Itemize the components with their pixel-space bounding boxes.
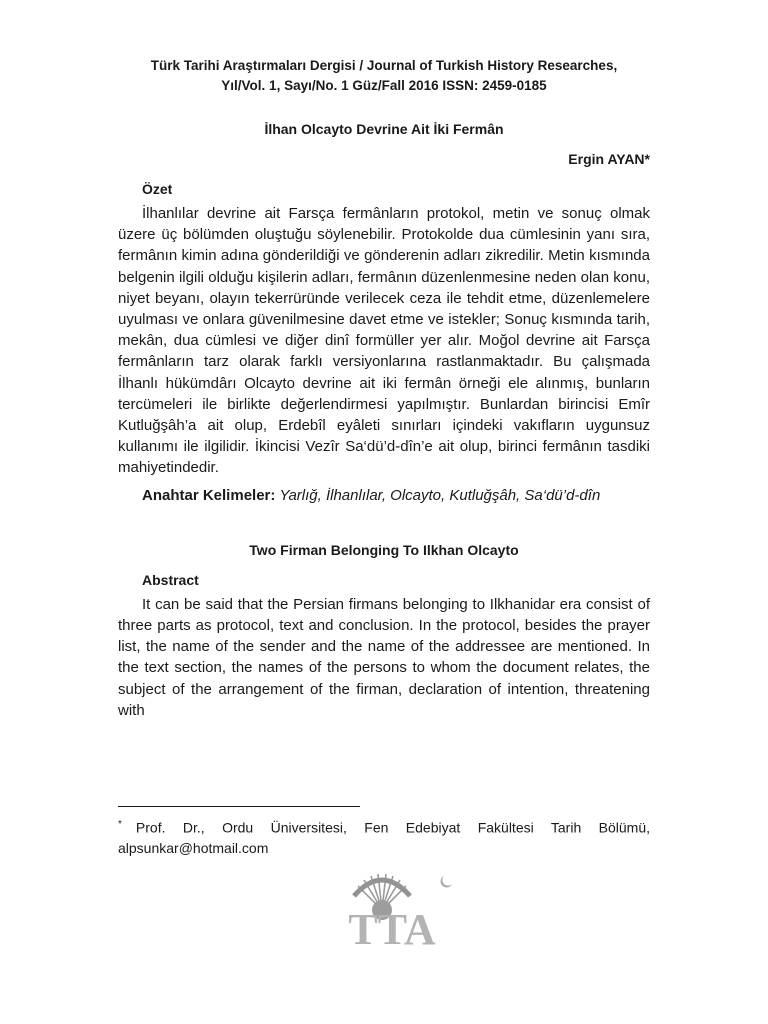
journal-logo-icon — [318, 850, 466, 958]
logo-lettering: TTA — [348, 905, 436, 954]
keywords-terms: Yarlığ, İlhanlılar, Olcayto, Kutluğşâh, Sa‘dü’d-dîn — [279, 486, 601, 504]
article-title-tr: İlhan Olcayto Devrine Ait İki Fermân — [264, 121, 504, 137]
author-name: Ergin AYAN* — [568, 151, 650, 167]
journal-title-line: Türk Tarihi Araştırmaları Dergisi / Journal of Turkish History Researches, — [150, 58, 618, 73]
abstract-heading: Abstract — [142, 571, 199, 588]
footnote-divider — [118, 806, 360, 807]
summary-paragraph: İlhanlılar devrine ait Farsça fermânların protokol, metin ve sonuç olmak üzere üç bölümden oluştuğu söylenebilir. Protokolde dua cümlesinin yanı sıra, fermânın kimin adına gönderildiği ve gönderenin adları zikredilir. Metin kısmında belgenin ilgili olduğu kişilerin adları, fermânın düzenlenmesine neden olan konu, niyet beyanı, olayın tekerrüründe verilecek ceza ile tehdit etme, düzenlemelere uyulması ve onlara güvenilmesine davet etme ve istekler; Sonuç kısmında tarih, mekân, dua cümlesi ve diğer dinî formüller yer alır. Moğol devrine ait Farsça fermânların tarz olarak farklı versiyonlarına rastlanmaktadır. Bu çalışmada İlhanlı hükümdârı Olcayto devrine ait iki fermân örneği ele alınmış, bunların tercümeleri ile birlikte değerlendirmesi yapılmıştır. Bunlardan birincisi Emîr Kutluğşâh’a ait olup, Erdebîl eyâleti sınırları içindeki vakıfların uygunsuz kullanımı ile ilgilidir. İkincisi Vezîr Sa‘dü’d-dîn’e ait olup, birinci fermânın tasdiki mahiyetindedir. — [118, 205, 650, 477]
keywords-label: Anahtar Kelimeler: — [142, 486, 276, 504]
footnote-mark: * — [118, 819, 122, 830]
footnote-text: Prof. Dr., Ordu Üniversitesi, Fen Edebiyat Fakültesi Tarih Bölümü, alpsunkar@hotmail.com — [118, 819, 650, 856]
summary-heading: Özet — [142, 181, 173, 197]
journal-issue-line: Yıl/Vol. 1, Sayı/No. 1 Güz/Fall 2016 ISSN: 2459-0185 — [221, 78, 547, 93]
abstract-paragraph: It can be said that the Persian firmans belonging to Ilkhanidar era consist of three parts as protocol, text and conclusion. In the protocol, besides the prayer list, the name of the sender and the name of the addressee are mentioned. In the text section, the names of the persons to whom the document relates, the subject of the arrangement of the firman, declaration of intention, threatening with — [118, 595, 650, 719]
journal-header — [118, 56, 650, 96]
document-page — [118, 56, 650, 721]
article-title-en: Two Firman Belonging To Ilkhan Olcayto — [249, 541, 519, 558]
keywords-line — [118, 485, 650, 506]
